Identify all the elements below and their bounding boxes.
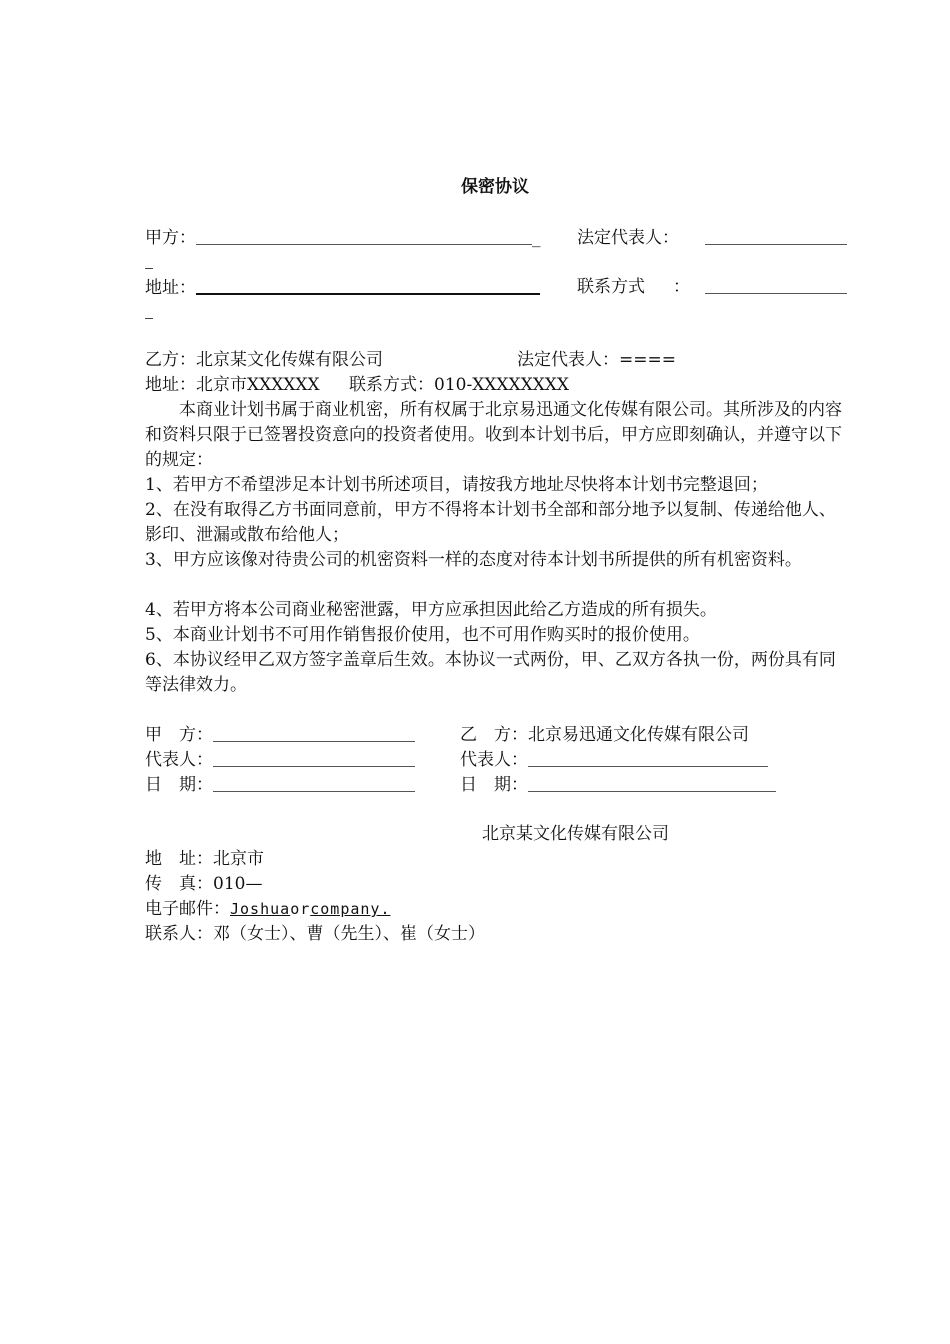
footer-company: 北京某文化传媒有限公司 <box>482 824 669 844</box>
footer-address: 地 址：北京市 <box>145 849 264 869</box>
party-a-contact-line <box>577 275 690 300</box>
footer-email-line <box>145 897 391 922</box>
sig-a-rep-label: 代表人： <box>145 750 213 770</box>
email-link-part1[interactable]: Joshua <box>230 900 291 918</box>
party-a-contact-blank[interactable] <box>705 275 847 294</box>
sig-party-a <box>145 723 415 748</box>
party-a-legal-rep-label: 法定代表人： <box>577 228 679 248</box>
footer-fax: 传 真：010— <box>145 874 263 894</box>
footer-contacts: 联系人：邓（女士）、曹（先生）、崔（女士） <box>145 924 485 944</box>
party-a-contact-colon: ： <box>673 277 690 297</box>
footer-email-label: 电子邮件： <box>145 899 230 919</box>
sig-party-b-name: 北京易迅通文化传媒有限公司 <box>528 725 749 745</box>
party-b-contact: 联系方式：010-XXXXXXXX <box>349 375 570 395</box>
sig-b-rep-label: 代表人： <box>460 750 528 770</box>
party-b-address: 地址：北京市XXXXXX <box>145 375 320 395</box>
party-b-line: 乙方：北京某文化传媒有限公司 <box>145 350 383 370</box>
clause-3: 3、甲方应该像对待贵公司的机密资料一样的态度对待本计划书所提供的所有机密资料。 <box>145 550 802 570</box>
party-a-trailing-mark: _ <box>532 228 541 248</box>
party-a-label: 甲方： <box>145 228 196 248</box>
sig-party-b <box>460 723 749 748</box>
sig-b-date-blank[interactable] <box>528 773 776 792</box>
clause-5: 5、本商业计划书不可用作销售报价使用，也不可用作购买时的报价使用。 <box>145 625 700 645</box>
intro-paragraph: 本商业计划书属于商业机密，所有权属于北京易迅通文化传媒有限公司。其所涉及的内容和资料只限于已签署投资意向的投资者使用。收到本计划书后，甲方应即刻确认，并遵守以下的规定： <box>145 400 842 470</box>
wrap-dash <box>145 268 153 269</box>
party-a-line <box>145 226 541 251</box>
party-a-contact-label: 联系方式 <box>577 277 645 297</box>
clause-1: 1、若甲方不希望涉足本计划书所述项目，请按我方地址尽快将本计划书完整退回； <box>145 475 768 495</box>
sig-b-rep-blank[interactable] <box>528 748 768 767</box>
sig-party-b-label: 乙 方： <box>460 725 528 745</box>
sig-a-rep-blank[interactable] <box>213 748 415 767</box>
clause-4: 4、若甲方将本公司商业秘密泄露，甲方应承担因此给乙方造成的所有损失。 <box>145 600 717 620</box>
sig-b-rep <box>460 748 768 773</box>
party-a-name-blank[interactable] <box>196 226 532 245</box>
clause-2: 2、在没有取得乙方书面同意前，甲方不得将本计划书全部和部分地予以复制、传递给他人、影印、泄漏或散布给他人； <box>145 500 836 545</box>
document-title: 保密协议 <box>461 177 529 197</box>
sig-a-date-blank[interactable] <box>213 773 415 792</box>
sig-party-a-label: 甲 方： <box>145 725 213 745</box>
party-a-legal-rep-blank[interactable] <box>705 226 847 245</box>
sig-b-date <box>460 773 776 798</box>
sig-a-rep <box>145 748 415 773</box>
party-a-address-line <box>145 275 540 301</box>
email-link-part3[interactable]: company. <box>310 900 391 918</box>
wrap-dash <box>145 318 153 319</box>
sig-party-a-blank[interactable] <box>213 723 415 742</box>
party-a-address-blank[interactable] <box>196 275 540 295</box>
email-link-part2: or <box>290 900 311 918</box>
party-a-address-label: 地址： <box>145 278 196 298</box>
sig-b-date-label: 日 期： <box>460 775 528 795</box>
party-a-legal-rep-line <box>577 226 679 251</box>
clause-6: 6、本协议经甲乙双方签字盖章后生效。本协议一式两份，甲、乙双方各执一份，两份具有同等法律效力。 <box>145 650 836 695</box>
party-b-legal-rep: 法定代表人：==== <box>517 350 676 370</box>
sig-a-date-label: 日 期： <box>145 775 213 795</box>
sig-a-date <box>145 773 415 798</box>
